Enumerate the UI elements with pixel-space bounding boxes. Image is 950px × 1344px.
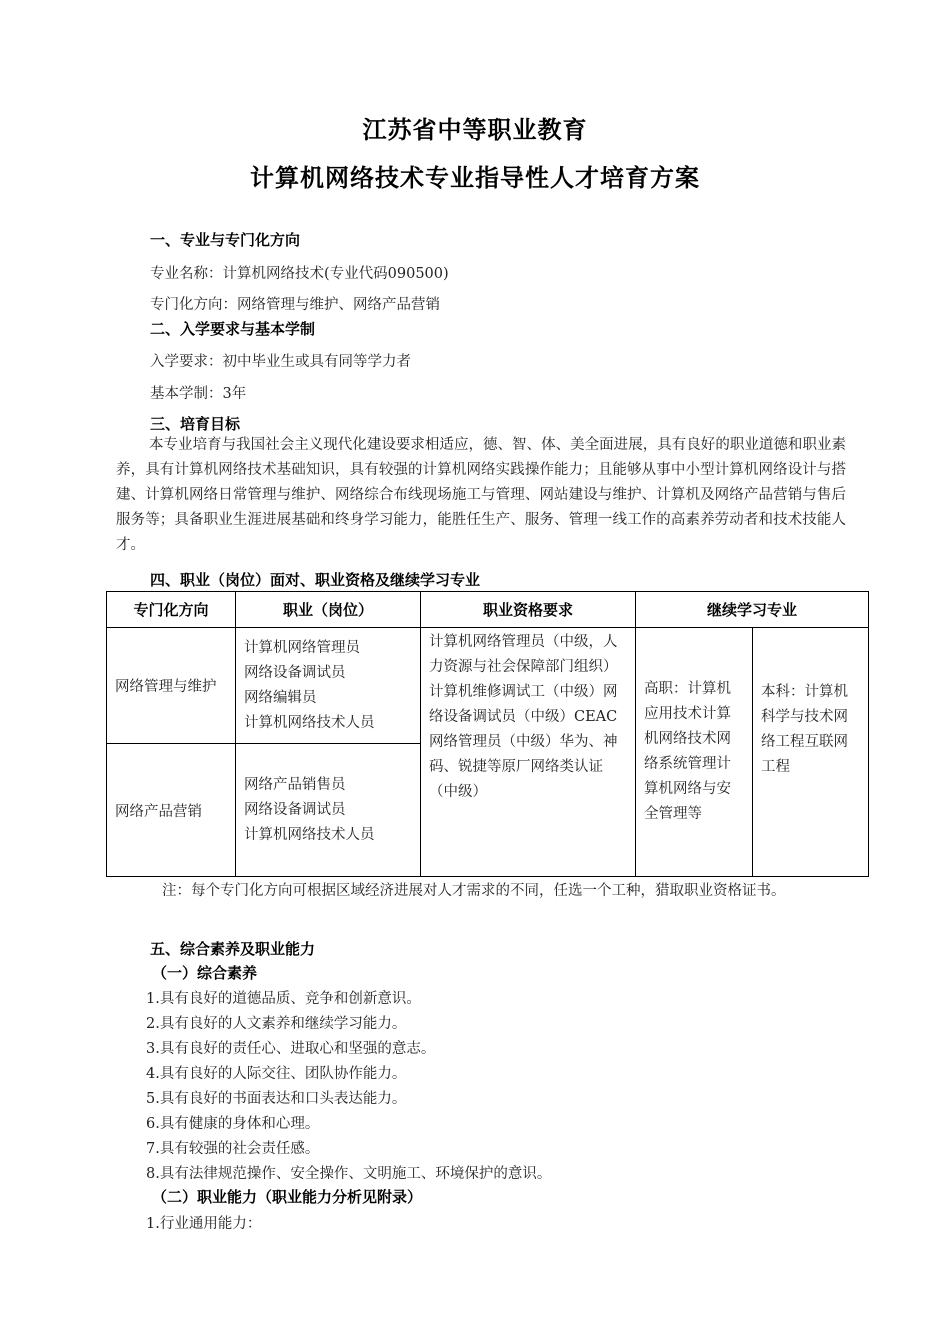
- header-direction: 专门化方向: [107, 592, 236, 628]
- list-item: 网络编辑员: [244, 689, 317, 706]
- undergraduate-text: 本科：计算机科学与技术网络工程互联网工程: [761, 684, 848, 775]
- training-goal-paragraph: 本专业培育与我国社会主义现代化建设要求相适应，德、智、体、美全面进展，具有良好的职业道德和职业素养，具有计算机网络技术基础知识，具有较强的计算机网络实践操作能力；且能够从事中小型计算机网络设计与搭建、计算机网络日常管理与维护、网络综合布线现场施工与管理、网站建设与维护、计算机及网络产品营销与售后服务等；具备职业生涯进展基础和终身学习能力，能胜任生产、服务、管理一线工作的高素养劳动者和技术技能人才。: [116, 437, 846, 553]
- table-header-row: [107, 592, 869, 628]
- career-table: [106, 591, 869, 877]
- list-item: 计算机网络管理员: [244, 639, 360, 656]
- list-item: 5.具有良好的书面表达和口头表达能力。: [146, 1091, 407, 1107]
- list-item: 计算机网络技术人员: [244, 826, 375, 843]
- subsection-professional-ability: （二）职业能力（职业能力分析见附录）: [152, 1188, 423, 1206]
- header-qualifications: 职业资格要求: [421, 592, 636, 628]
- qualification-text: 计算机网络管理员（中级，人力资源与社会保障部门组织）计算机维修调试工（中级）网络设备调试员（中级）CEAC网络管理员（中级）华为、神码、锐捷等原厂网络类认证（中级）: [429, 634, 618, 800]
- section2-heading: 二、入学要求与基本学制: [150, 320, 316, 338]
- list-item: 1.具有良好的道德品质、竞争和创新意识。: [146, 991, 421, 1007]
- basic-duration: 基本学制：3年: [150, 386, 247, 402]
- list-item: 网络设备调试员: [244, 801, 346, 818]
- major-name: 专业名称：计算机网络技术(专业代码090500): [150, 266, 449, 282]
- higher-vocational-text: 高职：计算机应用技术计算机网络技术网络系统管理计算机网络与安全管理等: [644, 681, 731, 822]
- list-item: 计算机网络技术人员: [244, 714, 375, 731]
- section3-heading: 三、培育目标: [150, 415, 241, 433]
- section5-heading: 五、综合素养及职业能力: [150, 940, 316, 958]
- higher-vocational-majors: [636, 628, 753, 877]
- table-row: [107, 628, 869, 744]
- row2-direction: 网络产品营销: [107, 744, 236, 877]
- table-note: 注：每个专门化方向可根据区域经济进展对人才需求的不同，任选一个工种，猎取职业资格证书。: [162, 883, 786, 899]
- admission-requirement: 入学要求：初中毕业生或具有同等学力者: [150, 354, 411, 370]
- specialization-direction: 专门化方向：网络管理与维护、网络产品营销: [150, 297, 440, 313]
- row1-direction: 网络管理与维护: [107, 628, 236, 744]
- list-item: 7.具有较强的社会责任感。: [146, 1141, 320, 1157]
- list-item: 3.具有良好的责任心、进取心和坚强的意志。: [146, 1041, 436, 1057]
- list-item: 2.具有良好的人文素养和继续学习能力。: [146, 1016, 407, 1032]
- document-title-line2: 计算机网络技术专业指导性人才培育方案: [250, 164, 700, 192]
- document-title-line1: 江苏省中等职业教育: [362, 116, 588, 144]
- qualification-requirements: [421, 628, 636, 877]
- undergraduate-majors: [753, 628, 869, 877]
- list-item: 网络设备调试员: [244, 664, 346, 681]
- subsection-comprehensive-quality: （一）综合素养: [152, 964, 258, 982]
- header-jobs: 职业（岗位）: [236, 592, 421, 628]
- list-item: 1.行业通用能力：: [146, 1216, 262, 1232]
- header-continuing-study: 继续学习专业: [636, 592, 869, 628]
- list-item: 8.具有法律规范操作、安全操作、文明施工、环境保护的意识。: [146, 1166, 552, 1182]
- row1-jobs: [236, 628, 421, 744]
- list-item: 6.具有健康的身体和心理。: [146, 1116, 320, 1132]
- section1-heading: 一、专业与专门化方向: [150, 231, 301, 249]
- row2-jobs: [236, 744, 421, 877]
- list-item: 网络产品销售员: [244, 776, 346, 793]
- section4-heading: 四、职业（岗位）面对、职业资格及继续学习专业: [150, 571, 481, 589]
- list-item: 4.具有良好的人际交往、团队协作能力。: [146, 1066, 407, 1082]
